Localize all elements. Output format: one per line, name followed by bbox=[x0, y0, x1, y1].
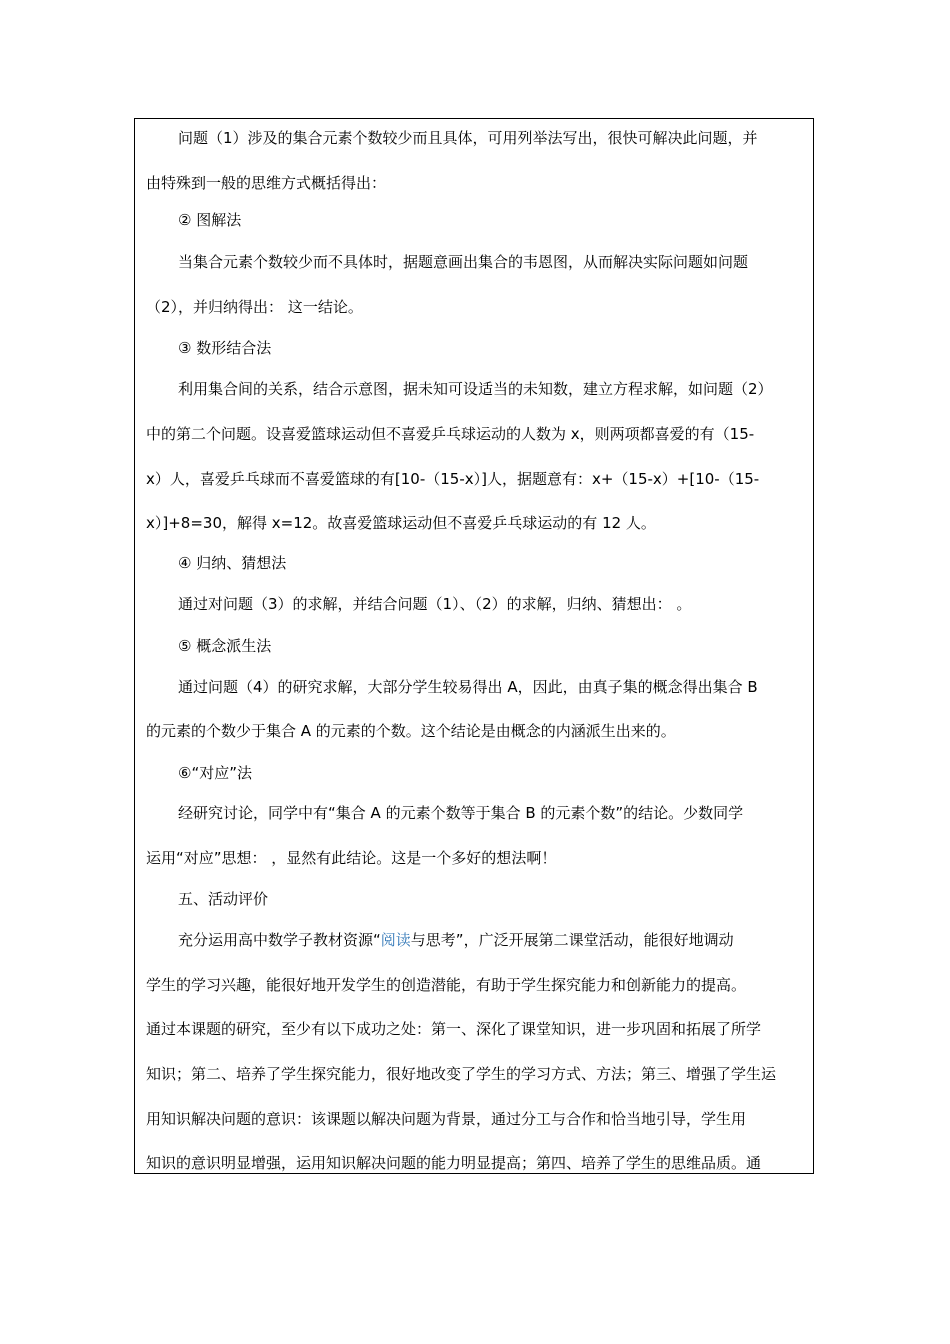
section-heading: 五、活动评价 bbox=[178, 890, 269, 908]
paragraph-line: x）]+8=30，解得 x=12。故喜爱篮球运动但不喜爱乒乓球运动的有 12 人。 bbox=[146, 514, 656, 532]
paragraph-line: 知识的意识明显增强，运用知识解决问题的能力明显提高；第四、培养了学生的思维品质。通 bbox=[146, 1154, 762, 1172]
paragraph-line: 问题（1）涉及的集合元素个数较少而且具体，可用列举法写出，很快可解决此问题，并 bbox=[178, 129, 758, 147]
paragraph-line: 通过本课题的研究，至少有以下成功之处：第一、深化了课堂知识，进一步巩固和拓展了所学 bbox=[146, 1020, 762, 1038]
paragraph-text: 与思考”，广泛开展第二课堂活动，能很好地调动 bbox=[410, 931, 734, 949]
paragraph-line: 学生的学习兴趣，能很好地开发学生的创造潜能，有助于学生探究能力和创新能力的提高。 bbox=[146, 976, 747, 994]
paragraph-line: 利用集合间的关系，结合示意图，据未知可设适当的未知数，建立方程求解，如问题（2） bbox=[178, 380, 773, 398]
paragraph-line: x）人，喜爱乒乓球而不喜爱篮球的有[10-（15-x）]人，据题意有：x+（15-x）+[10-（15- bbox=[146, 470, 760, 488]
paragraph-line: 通过对问题（3）的求解，并结合问题（1）、（2）的求解，归纳、猜想出： 。 bbox=[178, 595, 692, 613]
paragraph-line: 用知识解决问题的意识：该课题以解决问题为背景，通过分工与合作和恰当地引导，学生用 bbox=[146, 1110, 747, 1128]
section-heading: ② 图解法 bbox=[178, 211, 242, 229]
paragraph-line: 经研究讨论，同学中有“集合 A 的元素个数等于集合 B 的元素个数”的结论。少数同学 bbox=[178, 804, 744, 822]
paragraph-line: 运用“对应”思想： ，显然有此结论。这是一个多好的想法啊！ bbox=[146, 849, 557, 867]
paragraph-text: 充分运用高中数学子教材资源“ bbox=[178, 931, 381, 949]
paragraph-line: 中的第二个问题。设喜爱篮球运动但不喜爱乒乓球运动的人数为 x，则两项都喜爱的有（15- bbox=[146, 425, 755, 443]
paragraph-line: 通过问题（4）的研究求解，大部分学生较易得出 A，因此，由真子集的概念得出集合 B bbox=[178, 678, 758, 696]
paragraph-line: 当集合元素个数较少而不具体时，据题意画出集合的韦恩图，从而解决实际问题如问题 bbox=[178, 253, 749, 271]
paragraph-line bbox=[178, 930, 808, 950]
reading-link[interactable]: 阅读 bbox=[380, 931, 411, 949]
paragraph-line: 由特殊到一般的思维方式概括得出： bbox=[146, 174, 387, 192]
paragraph-line: （2），并归纳得出： 这一结论。 bbox=[146, 298, 363, 316]
paragraph-line: 知识；第二、培养了学生探究能力，很好地改变了学生的学习方式、方法；第三、增强了学生运 bbox=[146, 1065, 777, 1083]
section-heading: ⑤ 概念派生法 bbox=[178, 637, 272, 655]
section-heading: ④ 归纳、猜想法 bbox=[178, 554, 287, 572]
paragraph-line: 的元素的个数少于集合 A 的元素的个数。这个结论是由概念的内涵派生出来的。 bbox=[146, 722, 676, 740]
section-heading: ③ 数形结合法 bbox=[178, 339, 272, 357]
section-heading: ⑥“对应”法 bbox=[178, 764, 252, 782]
